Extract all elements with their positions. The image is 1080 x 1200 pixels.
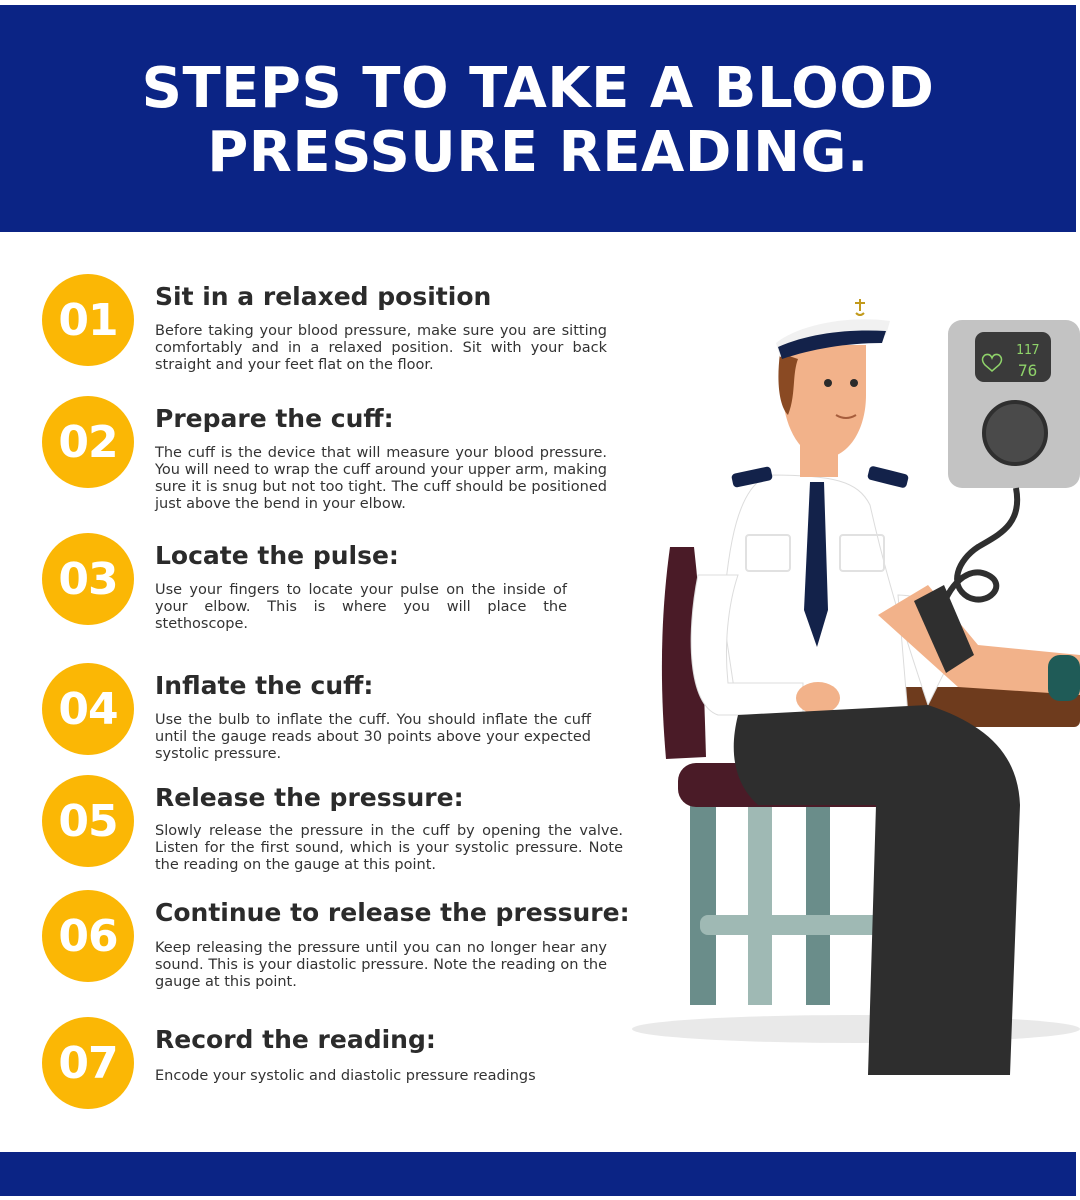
step-description: Use your fingers to locate your pulse on the inside of your elbow. This is where you will place the stethoscope. bbox=[155, 582, 567, 632]
page-title: STEPS TO TAKE A BLOOD PRESSURE READING. bbox=[141, 56, 935, 185]
officer-blood-pressure-illustration bbox=[628, 285, 1080, 1085]
step-title: Prepare the cuff: bbox=[155, 404, 394, 433]
step-description: Encode your systolic and diastolic pressure readings bbox=[155, 1068, 536, 1084]
monitor-systolic: 117 bbox=[1016, 343, 1040, 358]
step-description: The cuff is the device that will measure your blood pressure. You will need to wrap the cuff around your upper arm, making sure it is snug but not too tight. The cuff should be positioned just above the bend in your elbow. bbox=[155, 445, 607, 512]
eye bbox=[824, 379, 832, 387]
header-banner bbox=[0, 5, 1076, 232]
footer-bar bbox=[0, 1152, 1076, 1196]
step-description: Use the bulb to inflate the cuff. You should inflate the cuff until the gauge reads about 30 points above your expected systolic pressure. bbox=[155, 712, 591, 762]
step-description: Slowly release the pressure in the cuff by opening the valve. Listen for the first sound, which is your systolic pressure. Note the reading on the gauge at this point. bbox=[155, 823, 623, 873]
step-title: Release the pressure: bbox=[155, 783, 464, 812]
step-title: Sit in a relaxed position bbox=[155, 282, 492, 311]
step-description: Before taking your blood pressure, make sure you are sitting comfortably and in a relaxed position. Sit with your back straight and your feet flat on the floor. bbox=[155, 323, 607, 373]
floor-shadow bbox=[632, 1015, 1080, 1043]
step-title: Record the reading: bbox=[155, 1025, 436, 1054]
step-title: Inflate the cuff: bbox=[155, 671, 374, 700]
epaulette bbox=[867, 465, 909, 488]
step-description: Keep releasing the pressure until you can no longer hear any sound. This is your diastolic pressure. Note the reading on the gauge at this point. bbox=[155, 940, 607, 990]
step-number-badge: 07 bbox=[42, 1017, 134, 1109]
chair-leg bbox=[806, 790, 830, 1005]
step-title: Continue to release the pressure: bbox=[155, 898, 630, 927]
step-number-badge: 03 bbox=[42, 533, 134, 625]
chair-crossbar bbox=[700, 915, 900, 935]
step-number-badge: 02 bbox=[42, 396, 134, 488]
step-number-badge: 05 bbox=[42, 775, 134, 867]
chair-leg bbox=[690, 790, 716, 1005]
step-title: Locate the pulse: bbox=[155, 541, 399, 570]
eye bbox=[850, 379, 858, 387]
anchor-icon bbox=[855, 299, 865, 315]
step-number-badge: 01 bbox=[42, 274, 134, 366]
step-number-badge: 06 bbox=[42, 890, 134, 982]
left-hand bbox=[796, 682, 840, 714]
monitor-screen bbox=[975, 332, 1051, 382]
monitor-diastolic: 76 bbox=[1018, 361, 1038, 380]
step-number-badge: 04 bbox=[42, 663, 134, 755]
stethoscope bbox=[1048, 655, 1080, 701]
chair-leg bbox=[748, 790, 772, 1005]
monitor-dial bbox=[984, 402, 1046, 464]
cuff-tube bbox=[940, 488, 1017, 615]
